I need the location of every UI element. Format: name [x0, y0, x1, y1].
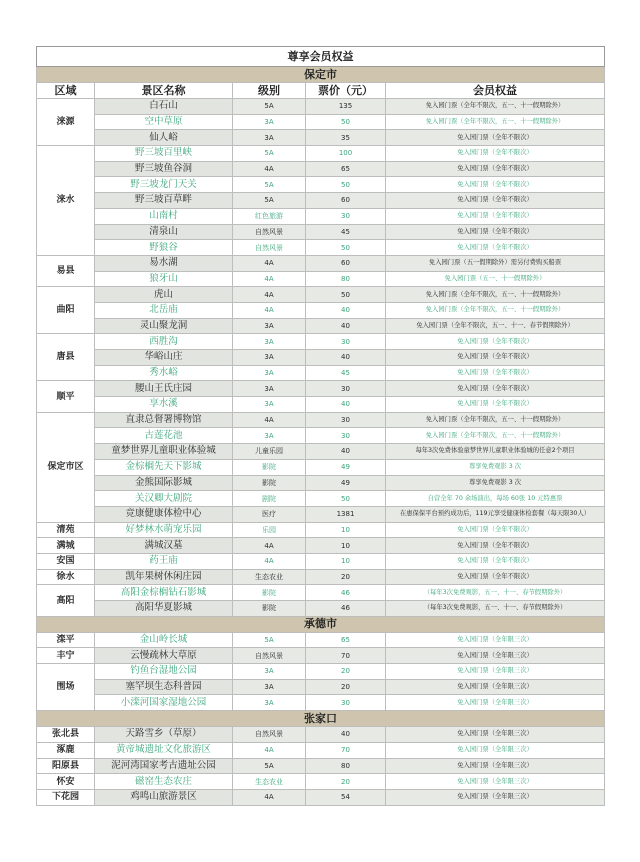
price-cell: 20 [306, 774, 386, 790]
scenic-name-cell: 金熊国际影城 [95, 475, 233, 491]
price-cell: 60 [306, 193, 386, 209]
price-cell: 45 [306, 224, 386, 240]
level-cell: 3A [233, 318, 306, 334]
price-cell: 49 [306, 475, 386, 491]
table-row [37, 177, 605, 193]
level-cell: 3A [233, 334, 306, 350]
region-cell: 易县 [37, 255, 95, 286]
table-row [37, 585, 605, 601]
price-cell: 50 [306, 240, 386, 256]
level-cell: 3A [233, 397, 306, 413]
city-name: 张家口 [37, 711, 605, 727]
city-band-row [37, 67, 605, 83]
region-cell: 安国 [37, 553, 95, 569]
benefit-cell: 免入园门票（全年限三次） [386, 727, 605, 743]
table-row [37, 287, 605, 303]
benefit-cell: 免入园门票（全年不限次，五一、十一假期除外） [386, 428, 605, 444]
price-cell: 40 [306, 302, 386, 318]
scenic-name-cell: 钓鱼台湿地公园 [95, 664, 233, 680]
benefit-cell: 免入园门票（全年限三次） [386, 742, 605, 758]
benefit-cell: 免入园门票（全年限三次） [386, 679, 605, 695]
header-level: 级别 [233, 83, 306, 99]
level-cell: 3A [233, 664, 306, 680]
level-cell: 4A [233, 161, 306, 177]
price-cell: 80 [306, 758, 386, 774]
benefit-cell: 免入园门票（全年不限次） [386, 522, 605, 538]
scenic-name-cell: 野三坡百里峡 [95, 146, 233, 162]
city-band-row [37, 711, 605, 727]
level-cell: 儿童乐园 [233, 444, 306, 460]
benefit-cell: 免入园门票（全年不限次） [386, 569, 605, 585]
table-row [37, 679, 605, 695]
price-cell: 20 [306, 664, 386, 680]
level-cell: 4A [233, 302, 306, 318]
price-cell: 40 [306, 444, 386, 460]
benefit-cell: 免入园门票（全年不限次） [386, 146, 605, 162]
price-cell: 46 [306, 585, 386, 601]
table-row [37, 428, 605, 444]
price-cell: 30 [306, 208, 386, 224]
price-cell: 10 [306, 522, 386, 538]
benefit-cell: 免入园门票（全年不限次） [386, 350, 605, 366]
scenic-name-cell: 华峪山庄 [95, 350, 233, 366]
table-row [37, 538, 605, 554]
table-row [37, 193, 605, 209]
benefit-cell: 免入园门票（全年限三次） [386, 632, 605, 648]
benefits-table [36, 46, 605, 806]
benefit-cell: 免入园门票（五一、十一假期除外） [386, 271, 605, 287]
table-row [37, 208, 605, 224]
scenic-name-cell: 野三坡鱼谷洞 [95, 161, 233, 177]
benefit-cell: 尊享免费观影 3 次 [386, 475, 605, 491]
level-cell: 4A [233, 742, 306, 758]
scenic-name-cell: 秀水峪 [95, 365, 233, 381]
benefit-cell: 免入园门票（全年不限次） [386, 397, 605, 413]
scenic-name-cell: 山南村 [95, 208, 233, 224]
scenic-name-cell: 腰山王氏庄园 [95, 381, 233, 397]
title-row [37, 47, 605, 67]
table-row [37, 664, 605, 680]
level-cell: 自然风景 [233, 240, 306, 256]
level-cell: 4A [233, 271, 306, 287]
region-cell: 丰宁 [37, 648, 95, 664]
level-cell: 自然风景 [233, 224, 306, 240]
region-cell: 阳原县 [37, 758, 95, 774]
level-cell: 自然风景 [233, 648, 306, 664]
scenic-name-cell: 童梦世界儿童职业体验城 [95, 444, 233, 460]
table-row [37, 475, 605, 491]
table-row [37, 318, 605, 334]
level-cell: 影院 [233, 585, 306, 601]
scenic-name-cell: 鸡鸣山旅游景区 [95, 789, 233, 805]
scenic-name-cell: 金山岭长城 [95, 632, 233, 648]
benefit-cell: 免入园门票（全年限三次） [386, 664, 605, 680]
scenic-name-cell: 仙人峪 [95, 130, 233, 146]
scenic-name-cell: 虎山 [95, 287, 233, 303]
price-cell: 45 [306, 365, 386, 381]
table-row [37, 114, 605, 130]
price-cell: 50 [306, 287, 386, 303]
scenic-name-cell: 西胜沟 [95, 334, 233, 350]
table-row [37, 506, 605, 522]
price-cell: 40 [306, 397, 386, 413]
region-cell: 下花园 [37, 789, 95, 805]
price-cell: 30 [306, 334, 386, 350]
scenic-name-cell: 塞罕坝生态科普园 [95, 679, 233, 695]
city-name: 承德市 [37, 616, 605, 632]
price-cell: 40 [306, 318, 386, 334]
table-row [37, 350, 605, 366]
scenic-name-cell: 野狼谷 [95, 240, 233, 256]
price-cell: 135 [306, 99, 386, 115]
region-cell: 满城 [37, 538, 95, 554]
price-cell: 50 [306, 491, 386, 507]
table-row [37, 240, 605, 256]
page-title: 尊享会员权益 [37, 47, 605, 67]
city-band-row [37, 616, 605, 632]
city-name: 保定市 [37, 67, 605, 83]
level-cell: 影院 [233, 459, 306, 475]
price-cell: 35 [306, 130, 386, 146]
table-row [37, 459, 605, 475]
benefit-cell: 免入园门票（全年不限次） [386, 553, 605, 569]
header-region: 区域 [37, 83, 95, 99]
benefit-cell: 在惠保保平台预约成功后，119元享受健康体检套餐（每天限30人） [386, 506, 605, 522]
region-cell: 曲阳 [37, 287, 95, 334]
benefit-cell: 免入园门票（全年不限次，五一、十一假期除外） [386, 302, 605, 318]
level-cell: 4A [233, 255, 306, 271]
level-cell: 红色旅游 [233, 208, 306, 224]
scenic-name-cell: 黄帝城遗址文化旅游区 [95, 742, 233, 758]
level-cell: 5A [233, 146, 306, 162]
scenic-name-cell: 满城汉墓 [95, 538, 233, 554]
benefit-cell: 免入园门票（全年不限次） [386, 177, 605, 193]
table-row [37, 365, 605, 381]
level-cell: 生态农业 [233, 774, 306, 790]
level-cell: 影院 [233, 601, 306, 617]
scenic-name-cell: 小滦河国家湿地公园 [95, 695, 233, 711]
level-cell: 4A [233, 789, 306, 805]
region-cell: 张北县 [37, 727, 95, 743]
benefit-cell: 免入园门票（全年不限次，五一、十一、春节假期除外） [386, 318, 605, 334]
table-row [37, 130, 605, 146]
level-cell: 4A [233, 412, 306, 428]
scenic-name-cell: 白石山 [95, 99, 233, 115]
level-cell: 医疗 [233, 506, 306, 522]
scenic-name-cell: 好梦林水萌宠乐园 [95, 522, 233, 538]
table-row [37, 789, 605, 805]
scenic-name-cell: 狼牙山 [95, 271, 233, 287]
table-row [37, 334, 605, 350]
table-row [37, 444, 605, 460]
price-cell: 30 [306, 428, 386, 444]
benefit-cell: 免入园门票（全年不限次） [386, 130, 605, 146]
scenic-name-cell: 磁窑生态农庄 [95, 774, 233, 790]
price-cell: 10 [306, 538, 386, 554]
price-cell: 100 [306, 146, 386, 162]
price-cell: 70 [306, 648, 386, 664]
benefit-cell: 免入园门票（五一假期除外）需另付费购买船票 [386, 255, 605, 271]
level-cell: 4A [233, 538, 306, 554]
scenic-name-cell: 金棕榈先天下影城 [95, 459, 233, 475]
scenic-name-cell: 云慢疏林大草原 [95, 648, 233, 664]
level-cell: 自然风景 [233, 727, 306, 743]
level-cell: 5A [233, 193, 306, 209]
scenic-name-cell: 天路雪乡（草原） [95, 727, 233, 743]
benefit-cell: （每年3次免费观影，五一、十一、春节假期除外） [386, 601, 605, 617]
price-cell: 65 [306, 161, 386, 177]
benefit-cell: 免入园门票（全年不限次） [386, 334, 605, 350]
level-cell: 5A [233, 177, 306, 193]
level-cell: 3A [233, 695, 306, 711]
scenic-name-cell: 古莲花池 [95, 428, 233, 444]
price-cell: 1381 [306, 506, 386, 522]
table-row [37, 224, 605, 240]
table-row [37, 146, 605, 162]
table-row [37, 695, 605, 711]
header-benefit: 会员权益 [386, 83, 605, 99]
table-row [37, 271, 605, 287]
scenic-name-cell: 野三坡龙门天关 [95, 177, 233, 193]
scenic-name-cell: 药王庙 [95, 553, 233, 569]
level-cell: 5A [233, 99, 306, 115]
benefit-cell: 免入园门票（全年不限次） [386, 193, 605, 209]
table-row [37, 632, 605, 648]
benefit-cell: 免入园门票（全年不限次） [386, 240, 605, 256]
benefit-cell: 免入园门票（全年不限次） [386, 161, 605, 177]
scenic-name-cell: 北岳庙 [95, 302, 233, 318]
price-cell: 40 [306, 727, 386, 743]
scenic-name-cell: 泥河湾国家考古遗址公园 [95, 758, 233, 774]
level-cell: 3A [233, 381, 306, 397]
benefit-cell: 免入园门票（全年不限次） [386, 208, 605, 224]
table-row [37, 381, 605, 397]
scenic-name-cell: 易水湖 [95, 255, 233, 271]
benefit-cell: 尊享免费观影 3 次 [386, 459, 605, 475]
benefit-cell: 免入园门票（全年限三次） [386, 789, 605, 805]
benefit-cell: 免入园门票（全年不限次，五一、十一假期除外） [386, 114, 605, 130]
header-name: 景区名称 [95, 83, 233, 99]
table-row [37, 99, 605, 115]
benefit-cell: 每年3次免费体验童梦世界儿童职业体验城的任意2个项目 [386, 444, 605, 460]
table-row [37, 553, 605, 569]
benefit-cell: 免入园门票（全年不限次） [386, 365, 605, 381]
scenic-name-cell: 直隶总督署博物馆 [95, 412, 233, 428]
benefit-cell: 免入园门票（全年限三次） [386, 695, 605, 711]
level-cell: 3A [233, 130, 306, 146]
level-cell: 剧院 [233, 491, 306, 507]
benefit-cell: 免入园门票（全年限三次） [386, 758, 605, 774]
benefit-cell: 免入园门票（全年限三次） [386, 774, 605, 790]
scenic-name-cell: 关汉卿大剧院 [95, 491, 233, 507]
table-row [37, 648, 605, 664]
scenic-name-cell: 灵山聚龙洞 [95, 318, 233, 334]
region-cell: 滦平 [37, 632, 95, 648]
table-row [37, 742, 605, 758]
price-cell: 60 [306, 255, 386, 271]
region-cell: 徐水 [37, 569, 95, 585]
level-cell: 3A [233, 428, 306, 444]
table-row [37, 397, 605, 413]
table-row [37, 302, 605, 318]
level-cell: 3A [233, 350, 306, 366]
price-cell: 20 [306, 679, 386, 695]
scenic-name-cell: 高阳金棕榈钻石影城 [95, 585, 233, 601]
price-cell: 40 [306, 350, 386, 366]
region-cell: 怀安 [37, 774, 95, 790]
table-row [37, 774, 605, 790]
price-cell: 70 [306, 742, 386, 758]
price-cell: 30 [306, 381, 386, 397]
level-cell: 乐园 [233, 522, 306, 538]
level-cell: 3A [233, 679, 306, 695]
level-cell: 4A [233, 553, 306, 569]
scenic-name-cell: 享水溪 [95, 397, 233, 413]
region-cell: 清苑 [37, 522, 95, 538]
scenic-name-cell: 野三坡百草畔 [95, 193, 233, 209]
table-row [37, 758, 605, 774]
benefit-cell: 免入园门票（全年不限次） [386, 381, 605, 397]
level-cell: 生态农业 [233, 569, 306, 585]
level-cell: 5A [233, 632, 306, 648]
membership-benefits-sheet [36, 46, 604, 806]
region-cell: 涞水 [37, 146, 95, 256]
header-price: 票价（元） [306, 83, 386, 99]
table-row [37, 601, 605, 617]
price-cell: 49 [306, 459, 386, 475]
region-cell: 唐县 [37, 334, 95, 381]
scenic-name-cell: 高阳华夏影城 [95, 601, 233, 617]
benefit-cell: 自营全年 70 余场演出，每场 60张 10 元特惠票 [386, 491, 605, 507]
header-row [37, 83, 605, 99]
region-cell: 保定市区 [37, 412, 95, 522]
region-cell: 围场 [37, 664, 95, 711]
price-cell: 65 [306, 632, 386, 648]
benefit-cell: 免入园门票（全年限三次） [386, 648, 605, 664]
table-row [37, 522, 605, 538]
benefit-cell: 免入园门票（全年不限次，五一、十一假期除外） [386, 412, 605, 428]
level-cell: 3A [233, 365, 306, 381]
benefit-cell: （每年3次免费观影，五一、十一、春节假期除外） [386, 585, 605, 601]
region-cell: 涿鹿 [37, 742, 95, 758]
price-cell: 10 [306, 553, 386, 569]
benefit-cell: 免入园门票（全年不限次，五一、十一假期除外） [386, 287, 605, 303]
level-cell: 5A [233, 758, 306, 774]
price-cell: 46 [306, 601, 386, 617]
level-cell: 3A [233, 114, 306, 130]
region-cell: 涞源 [37, 99, 95, 146]
price-cell: 50 [306, 114, 386, 130]
table-row [37, 255, 605, 271]
table-row [37, 412, 605, 428]
table-row [37, 161, 605, 177]
scenic-name-cell: 竞康健康体检中心 [95, 506, 233, 522]
level-cell: 4A [233, 287, 306, 303]
region-cell: 顺平 [37, 381, 95, 412]
table-row [37, 491, 605, 507]
price-cell: 30 [306, 412, 386, 428]
region-cell: 高阳 [37, 585, 95, 616]
price-cell: 54 [306, 789, 386, 805]
benefit-cell: 免入园门票（全年不限次） [386, 224, 605, 240]
price-cell: 50 [306, 177, 386, 193]
level-cell: 影院 [233, 475, 306, 491]
table-row [37, 727, 605, 743]
price-cell: 80 [306, 271, 386, 287]
benefit-cell: 免入园门票（全年不限次，五一、十一假期除外） [386, 99, 605, 115]
benefit-cell: 免入园门票（全年不限次） [386, 538, 605, 554]
scenic-name-cell: 清泉山 [95, 224, 233, 240]
table-row [37, 569, 605, 585]
price-cell: 30 [306, 695, 386, 711]
scenic-name-cell: 空中草原 [95, 114, 233, 130]
price-cell: 20 [306, 569, 386, 585]
scenic-name-cell: 凯年果树休闲庄园 [95, 569, 233, 585]
